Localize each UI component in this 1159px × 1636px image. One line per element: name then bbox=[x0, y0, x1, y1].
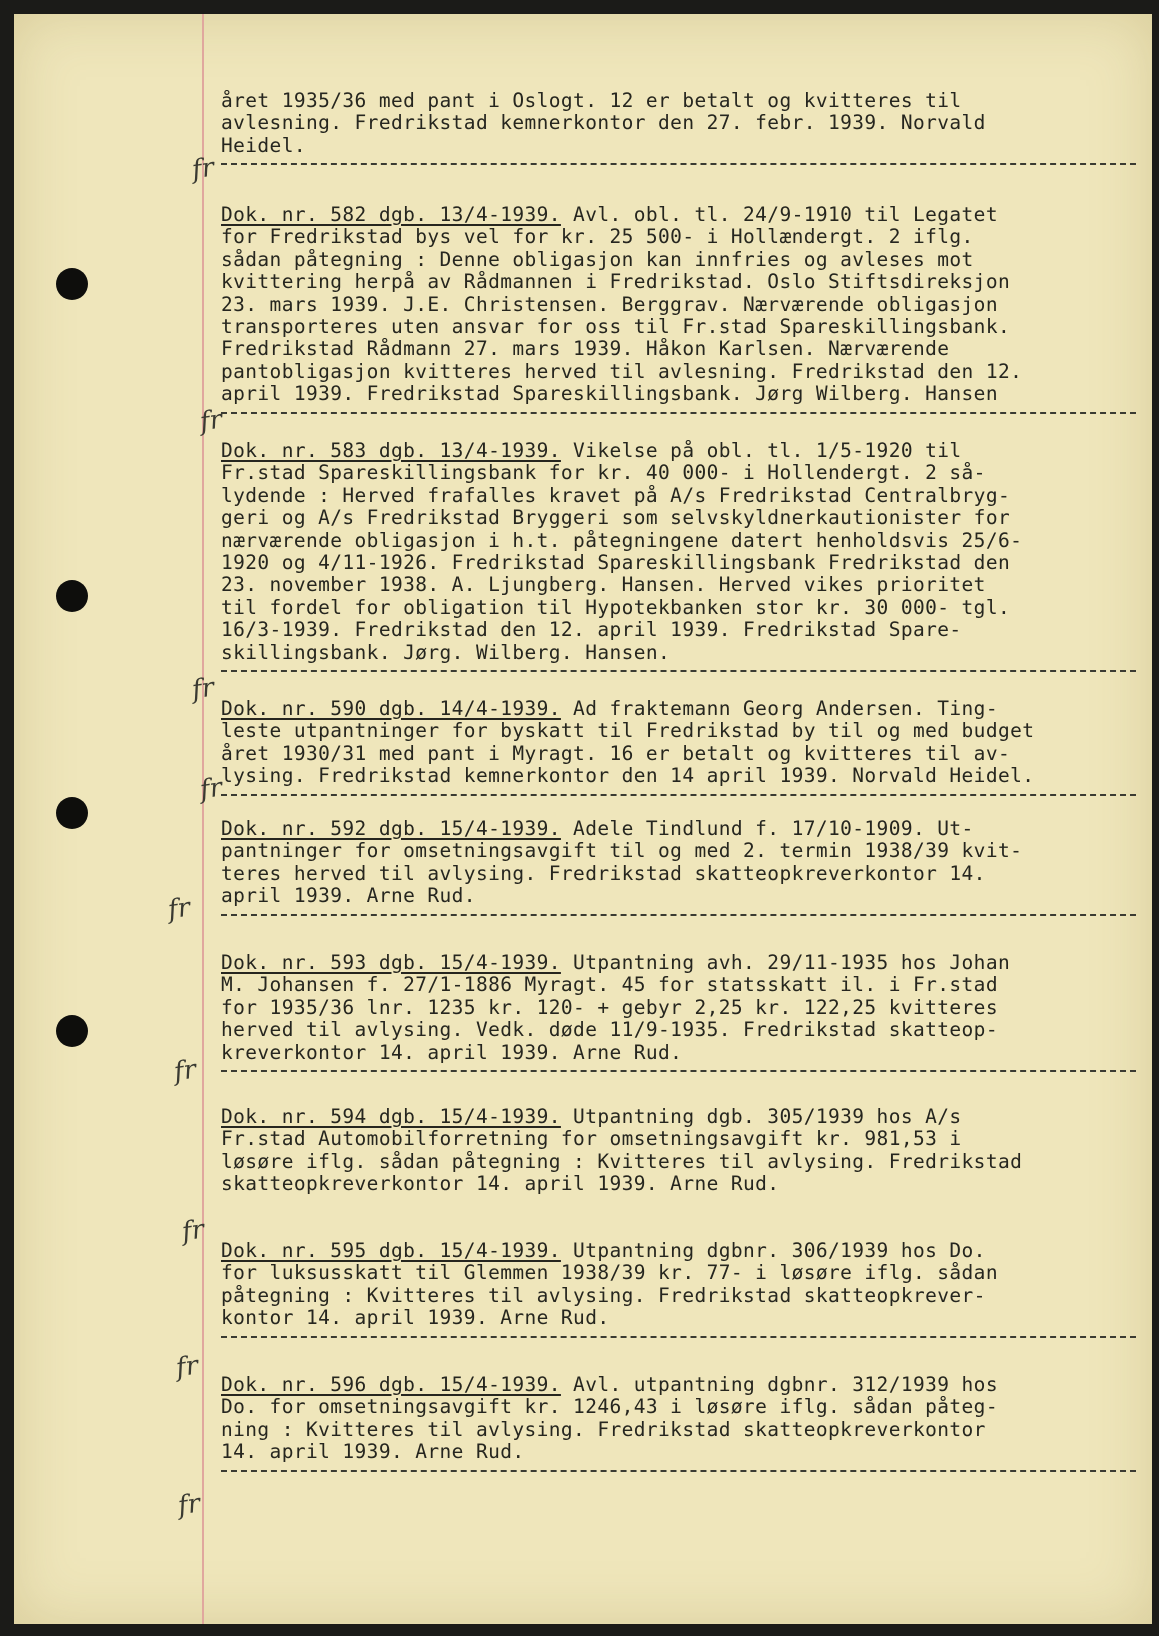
entry-heading: Dok. nr. 593 dgb. 15/4-1939. bbox=[221, 952, 561, 974]
margin-note: fr bbox=[172, 1054, 199, 1088]
entry-line: sådan påtegning : Denne obligasjon kan innfries og avleses mot bbox=[221, 248, 974, 271]
entry-583 bbox=[221, 440, 1136, 672]
separator bbox=[221, 794, 1136, 796]
entry-line: til fordel for obligation til Hypotekbanken stor kr. 30 000- tgl. bbox=[221, 596, 1011, 619]
entry-line: herved til avlysing. Vedk. døde 11/9-1935. Fredrikstad skatteop- bbox=[221, 1019, 998, 1042]
entry-heading: Dok. nr. 594 dgb. 15/4-1939. bbox=[221, 1106, 561, 1128]
separator bbox=[221, 670, 1136, 672]
entry-line: pantninger for omsetningsavgift til og med 2. termin 1938/39 kvit- bbox=[221, 840, 1023, 863]
entry-line: Ad fraktemann Georg Andersen. Ting- bbox=[560, 698, 998, 720]
entry-594 bbox=[221, 1106, 1136, 1196]
entry-line: lydende : Herved frafalles kravet på A/s Fredrikstad Centralbryg- bbox=[221, 484, 1011, 507]
entry-line: nærværende obligasjon i h.t. påtegningene datert henholdsvis 25/6- bbox=[221, 529, 1023, 552]
entry-line: Fredrikstad Rådmann 27. mars 1939. Håkon Karlsen. Nærværende bbox=[221, 338, 950, 361]
entry-line: Adele Tindlund f. 17/10-1909. Ut- bbox=[560, 818, 974, 840]
entry-line: M. Johansen f. 27/1-1886 Myragt. 45 for statsskatt il. i Fr.stad bbox=[221, 974, 998, 997]
punch-hole bbox=[56, 580, 88, 612]
entry-593 bbox=[221, 952, 1136, 1072]
margin-note: fr bbox=[190, 152, 217, 186]
entry-582 bbox=[221, 204, 1136, 414]
entry-line: Fr.stad Spareskillingsbank for kr. 40 000- i Hollendergt. 2 så- bbox=[221, 462, 986, 485]
entry-line: transporteres uten ansvar for oss til Fr.stad Spareskillingsbank. bbox=[221, 316, 1011, 339]
punch-hole bbox=[56, 1015, 88, 1047]
entry-0 bbox=[221, 90, 1136, 165]
entry-line: kvittering herpå av Rådmannen i Fredrikstad. Oslo Stiftsdireksjon bbox=[221, 271, 1011, 294]
document-page bbox=[14, 14, 1152, 1624]
entry-line: 23. mars 1939. J.E. Christensen. Berggrav. Nærværende obligasjon bbox=[221, 293, 998, 316]
entry-line: Avl. obl. tl. 24/9-1910 til Legatet bbox=[560, 204, 998, 226]
separator bbox=[221, 412, 1136, 414]
entry-line: 23. november 1938. A. Ljungberg. Hansen. Herved vikes prioritet bbox=[221, 574, 986, 597]
entry-line: skatteopkreverkontor 14. april 1939. Arne Rud. bbox=[221, 1173, 780, 1196]
entry-line: teres herved til avlysing. Fredrikstad skatteopkreverkontor 14. bbox=[221, 862, 986, 885]
entry-line: for 1935/36 lnr. 1235 kr. 120- + gebyr 2,25 kr. 122,25 kvitteres bbox=[221, 996, 998, 1019]
entry-line: kontor 14. april 1939. Arne Rud. bbox=[221, 1307, 610, 1330]
punch-hole bbox=[56, 268, 88, 300]
entry-line: kreverkontor 14. april 1939. Arne Rud. bbox=[221, 1041, 683, 1064]
entry-line: skillingsbank. Jørg. Wilberg. Hansen. bbox=[221, 641, 671, 664]
entry-line: lysing. Fredrikstad kemnerkontor den 14 april 1939. Norvald Heidel. bbox=[221, 765, 1035, 788]
entry-line: april 1939. Fredrikstad Spareskillingsbank. Jørg Wilberg. Hansen bbox=[221, 383, 998, 406]
entry-line: leste utpantninger for byskatt til Fredrikstad by til og med budget bbox=[221, 720, 1035, 743]
entry-line: Fr.stad Automobilforretning for omsetningsavgift kr. 981,53 i bbox=[221, 1128, 962, 1151]
entry-heading: Dok. nr. 583 dgb. 13/4-1939. bbox=[221, 440, 561, 462]
entry-line: for Fredrikstad bys vel for kr. 25 500- i Hollændergt. 2 iflg. bbox=[221, 226, 974, 249]
separator bbox=[221, 163, 1136, 165]
separator bbox=[221, 1336, 1136, 1338]
entry-line: året 1935/36 med pant i Oslogt. 12 er betalt og kvitteres til bbox=[221, 90, 962, 112]
margin-note: fr bbox=[198, 404, 225, 438]
entry-heading: Dok. nr. 582 dgb. 13/4-1939. bbox=[221, 204, 561, 226]
margin-note: fr bbox=[198, 772, 225, 806]
margin-note: fr bbox=[190, 672, 217, 706]
entry-592 bbox=[221, 818, 1136, 916]
entry-line: 1920 og 4/11-1926. Fredrikstad Spareskillingsbank Fredrikstad den bbox=[221, 552, 1011, 575]
entry-596 bbox=[221, 1374, 1136, 1472]
entry-line: Utpantning dgbnr. 306/1939 hos Do. bbox=[560, 1240, 986, 1262]
margin-note: fr bbox=[180, 1214, 207, 1248]
entry-line: geri og A/s Fredrikstad Bryggeri som selvskyldnerkautionister for bbox=[221, 507, 1011, 530]
entry-heading: Dok. nr. 590 dgb. 14/4-1939. bbox=[221, 698, 561, 720]
entry-heading: Dok. nr. 596 dgb. 15/4-1939. bbox=[221, 1374, 561, 1396]
entry-line: løsøre iflg. sådan påtegning : Kvitteres til avlysing. Fredrikstad bbox=[221, 1150, 1023, 1173]
entry-line: Utpantning dgb. 305/1939 hos A/s bbox=[560, 1106, 962, 1128]
punch-hole bbox=[56, 797, 88, 829]
margin-note: fr bbox=[176, 1488, 203, 1522]
entry-line: 16/3-1939. Fredrikstad den 12. april 1939. Fredrikstad Spare- bbox=[221, 619, 962, 642]
separator bbox=[221, 914, 1136, 916]
entry-line: ning : Kvitteres til avlysing. Fredrikstad skatteopkreverkontor bbox=[221, 1418, 986, 1441]
entry-595 bbox=[221, 1240, 1136, 1338]
margin-line bbox=[202, 14, 204, 1624]
entry-line: Utpantning avh. 29/11-1935 hos Johan bbox=[560, 952, 1011, 974]
separator bbox=[221, 1470, 1136, 1472]
margin-note: fr bbox=[174, 1350, 201, 1384]
entry-line: Avl. utpantning dgbnr. 312/1939 hos bbox=[560, 1374, 998, 1396]
separator bbox=[221, 1070, 1136, 1072]
entry-590 bbox=[221, 698, 1136, 796]
entry-heading: Dok. nr. 595 dgb. 15/4-1939. bbox=[221, 1240, 561, 1262]
entry-line: pantobligasjon kvitteres herved til avlesning. Fredrikstad den 12. bbox=[221, 360, 1023, 383]
entry-line: påtegning : Kvitteres til avlysing. Fredrikstad skatteopkrever- bbox=[221, 1284, 986, 1307]
entry-line: 14. april 1939. Arne Rud. bbox=[221, 1441, 525, 1464]
entry-line: Heidel. bbox=[221, 134, 306, 157]
entry-line: april 1939. Arne Rud. bbox=[221, 885, 476, 908]
entry-line: Do. for omsetningsavgift kr. 1246,43 i løsøre iflg. sådan påteg- bbox=[221, 1396, 998, 1419]
margin-note: fr bbox=[166, 892, 193, 926]
entry-line: for luksusskatt til Glemmen 1938/39 kr. 77- i løsøre iflg. sådan bbox=[221, 1262, 998, 1285]
entry-line: Vikelse på obl. tl. 1/5-1920 til bbox=[560, 440, 962, 462]
entry-heading: Dok. nr. 592 dgb. 15/4-1939. bbox=[221, 818, 561, 840]
entry-line: året 1930/31 med pant i Myragt. 16 er betalt og kvitteres til av- bbox=[221, 742, 1011, 765]
entry-line: avlesning. Fredrikstad kemnerkontor den 27. febr. 1939. Norvald bbox=[221, 112, 986, 135]
